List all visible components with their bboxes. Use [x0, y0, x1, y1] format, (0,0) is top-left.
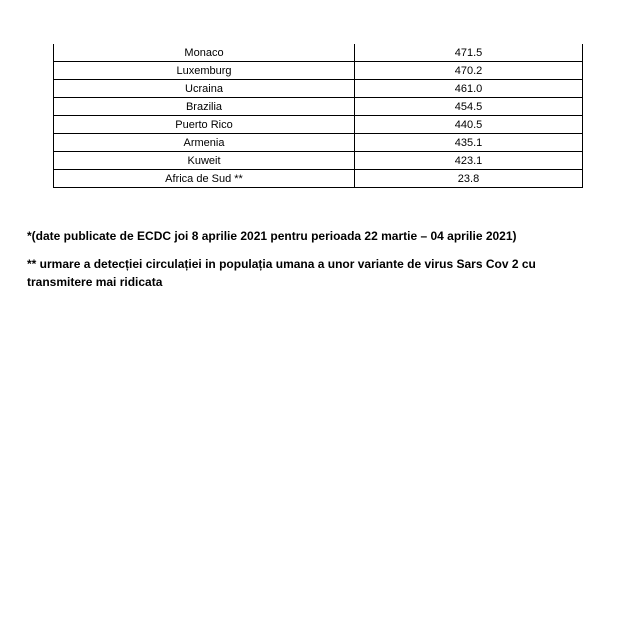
value-cell: 461.0	[355, 80, 583, 98]
table-row	[54, 170, 583, 188]
value-cell: 454.5	[355, 98, 583, 116]
table-row	[54, 62, 583, 80]
value-cell: 471.5	[355, 44, 583, 62]
value-cell: 423.1	[355, 152, 583, 170]
table-row	[54, 80, 583, 98]
country-cell: Africa de Sud **	[54, 170, 355, 188]
value-cell: 470.2	[355, 62, 583, 80]
country-cell: Armenia	[54, 134, 355, 152]
incidence-table	[53, 44, 583, 188]
value-cell: 435.1	[355, 134, 583, 152]
table-row	[54, 116, 583, 134]
value-cell: 23.8	[355, 170, 583, 188]
variant-footnote: ** urmare a detecției circulației in populația umana a unor variante de virus Sars Cov 2 cu transmitere mai ridicata	[27, 257, 536, 289]
source-footnote: *(date publicate de ECDC joi 8 aprilie 2021 pentru perioada 22 martie – 04 aprilie 2021)	[27, 229, 517, 243]
table-row	[54, 134, 583, 152]
table-row	[54, 152, 583, 170]
country-cell: Brazilia	[54, 98, 355, 116]
country-cell: Ucraina	[54, 80, 355, 98]
country-cell: Monaco	[54, 44, 355, 62]
country-cell: Puerto Rico	[54, 116, 355, 134]
table-row	[54, 98, 583, 116]
value-cell: 440.5	[355, 116, 583, 134]
country-cell: Luxemburg	[54, 62, 355, 80]
country-cell: Kuweit	[54, 152, 355, 170]
table-row	[54, 44, 583, 62]
